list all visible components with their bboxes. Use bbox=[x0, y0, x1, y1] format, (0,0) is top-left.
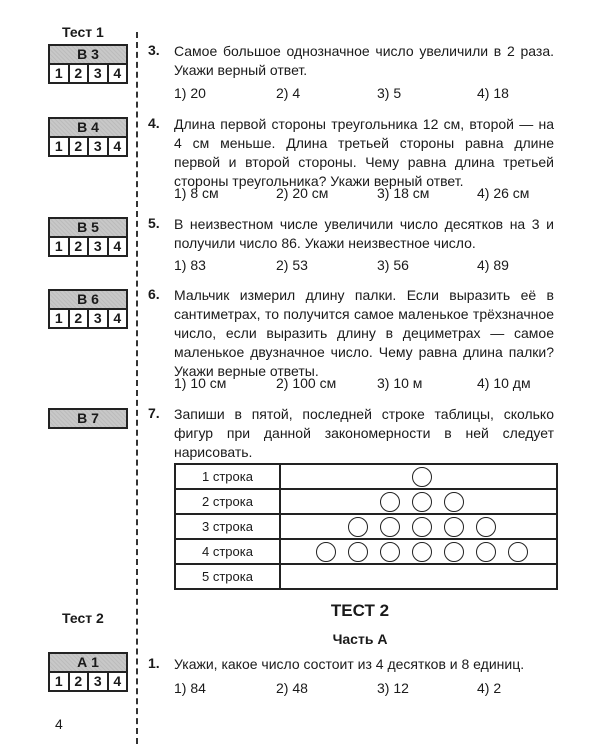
circle-figure bbox=[476, 542, 496, 562]
answer-box-a1 bbox=[48, 652, 128, 692]
circle-figure bbox=[444, 517, 464, 537]
circle-figure bbox=[412, 467, 432, 487]
answer-box-b4 bbox=[48, 117, 128, 157]
circle-figure bbox=[444, 542, 464, 562]
answer-cell-2[interactable]: 2 bbox=[70, 138, 90, 155]
test1-label: Тест 1 bbox=[62, 24, 104, 40]
option-2: 2) 100 см bbox=[276, 375, 337, 391]
option-4: 4) 2 bbox=[477, 680, 502, 696]
answer-cell-4[interactable]: 4 bbox=[113, 138, 122, 154]
answer-box-b7 bbox=[48, 408, 128, 429]
answer-box-b3 bbox=[48, 44, 128, 84]
circle-figure bbox=[380, 492, 400, 512]
answer-cell-4[interactable]: 4 bbox=[113, 673, 122, 689]
pattern-table bbox=[174, 463, 558, 590]
option-3: 3) 18 см bbox=[377, 185, 430, 201]
answer-box-id: В 5 bbox=[50, 219, 126, 238]
option-4: 4) 26 см bbox=[477, 185, 530, 201]
answer-cell-1[interactable]: 1 bbox=[50, 310, 70, 327]
page-number: 4 bbox=[55, 716, 63, 732]
option-2: 2) 53 bbox=[276, 257, 308, 273]
option-4: 4) 18 bbox=[477, 85, 509, 101]
question-number: 7. bbox=[148, 405, 160, 421]
table-row bbox=[176, 540, 556, 565]
option-2: 2) 48 bbox=[276, 680, 308, 696]
table-row bbox=[176, 515, 556, 540]
option-4: 4) 89 bbox=[477, 257, 509, 273]
circle-figure bbox=[508, 542, 528, 562]
circle-figure bbox=[476, 517, 496, 537]
row-label: 3 строка bbox=[176, 515, 281, 538]
circle-figure bbox=[412, 542, 432, 562]
question-number: 1. bbox=[148, 655, 160, 671]
figures-cell bbox=[281, 515, 556, 538]
circle-figure bbox=[348, 517, 368, 537]
test2-label: Тест 2 bbox=[62, 610, 104, 626]
circle-figure bbox=[348, 542, 368, 562]
question-text: Укажи, какое число состоит из 4 десятков и 8 единиц. bbox=[174, 656, 525, 672]
answer-cell-4[interactable]: 4 bbox=[113, 310, 122, 326]
circle-figure bbox=[444, 492, 464, 512]
figures-cell bbox=[281, 465, 556, 488]
answer-cell-empty[interactable] bbox=[281, 565, 556, 588]
test2-title: ТЕСТ 2 bbox=[330, 601, 390, 620]
circle-figure bbox=[316, 542, 336, 562]
option-1: 1) 8 см bbox=[174, 185, 219, 201]
answer-cell-3[interactable]: 3 bbox=[89, 65, 109, 82]
question-text: Запиши в пятой, последней строке таблицы, сколько фигур при данной закономерности в ней следует нарисовать. bbox=[174, 406, 554, 460]
option-1: 1) 83 bbox=[174, 257, 206, 273]
answer-cell-3[interactable]: 3 bbox=[89, 310, 109, 327]
answer-cell-3[interactable]: 3 bbox=[89, 138, 109, 155]
circle-figure bbox=[380, 542, 400, 562]
question-number: 6. bbox=[148, 286, 160, 302]
table-row bbox=[176, 465, 556, 490]
question-text: Длина первой стороны треугольника 12 см, второй — на 4 см меньше. Длина третьей стороны равна длине первой и второй стороны. Чему равна длина третьей стороны треугольника? Укажи верный ответ. bbox=[174, 116, 554, 189]
answer-cell-3[interactable]: 3 bbox=[89, 238, 109, 255]
question-number: 5. bbox=[148, 215, 160, 231]
figures-cell bbox=[281, 540, 556, 563]
answer-cell-1[interactable]: 1 bbox=[50, 238, 70, 255]
answer-box-id: А 1 bbox=[50, 654, 126, 673]
answer-box-b5 bbox=[48, 217, 128, 257]
circle-figure bbox=[412, 492, 432, 512]
option-1: 1) 20 bbox=[174, 85, 206, 101]
question-text: В неизвестном числе увеличили число десятков на 3 и получили число 86. Укажи неизвестное число. bbox=[174, 216, 554, 251]
answer-cell-4[interactable]: 4 bbox=[113, 238, 122, 254]
row-label: 5 строка bbox=[176, 565, 281, 588]
option-2: 2) 20 см bbox=[276, 185, 329, 201]
question-text: Самое большое однозначное число увеличили в 2 раза. Укажи верный ответ. bbox=[174, 43, 554, 78]
option-3: 3) 56 bbox=[377, 257, 409, 273]
option-3: 3) 5 bbox=[377, 85, 402, 101]
question-number: 4. bbox=[148, 115, 160, 131]
circle-figure bbox=[412, 517, 432, 537]
option-2: 2) 4 bbox=[276, 85, 301, 101]
answer-box-id: В 7 bbox=[50, 410, 126, 427]
circle-figure bbox=[380, 517, 400, 537]
answer-cell-2[interactable]: 2 bbox=[70, 238, 90, 255]
answer-box-id: В 3 bbox=[50, 46, 126, 65]
answer-cell-1[interactable]: 1 bbox=[50, 138, 70, 155]
table-row bbox=[176, 565, 556, 588]
answer-box-id: В 6 bbox=[50, 291, 126, 310]
answer-cell-2[interactable]: 2 bbox=[70, 673, 90, 690]
answer-box-id: В 4 bbox=[50, 119, 126, 138]
question-text: Мальчик измерил длину палки. Если выразить её в сантиметрах, то получится самое маленькое трёхзначное число, если выразить длину в дециметрах — самое маленькое двузначное число. Чему равна длина палки? Укажи верные ответы. bbox=[174, 287, 554, 379]
option-4: 4) 10 дм bbox=[477, 375, 531, 391]
table-row bbox=[176, 490, 556, 515]
answer-cell-3[interactable]: 3 bbox=[89, 673, 109, 690]
question-number: 3. bbox=[148, 42, 160, 58]
figures-cell bbox=[281, 490, 556, 513]
option-1: 1) 10 см bbox=[174, 375, 227, 391]
answer-cell-1[interactable]: 1 bbox=[50, 673, 70, 690]
row-label: 2 строка bbox=[176, 490, 281, 513]
option-3: 3) 10 м bbox=[377, 375, 423, 391]
option-3: 3) 12 bbox=[377, 680, 409, 696]
answer-cell-2[interactable]: 2 bbox=[70, 310, 90, 327]
option-1: 1) 84 bbox=[174, 680, 206, 696]
answer-box-b6 bbox=[48, 289, 128, 329]
answer-cell-1[interactable]: 1 bbox=[50, 65, 70, 82]
answer-cell-2[interactable]: 2 bbox=[70, 65, 90, 82]
row-label: 4 строка bbox=[176, 540, 281, 563]
row-label: 1 строка bbox=[176, 465, 281, 488]
test2-part: Часть А bbox=[332, 631, 388, 647]
answer-cell-4[interactable]: 4 bbox=[113, 65, 122, 81]
